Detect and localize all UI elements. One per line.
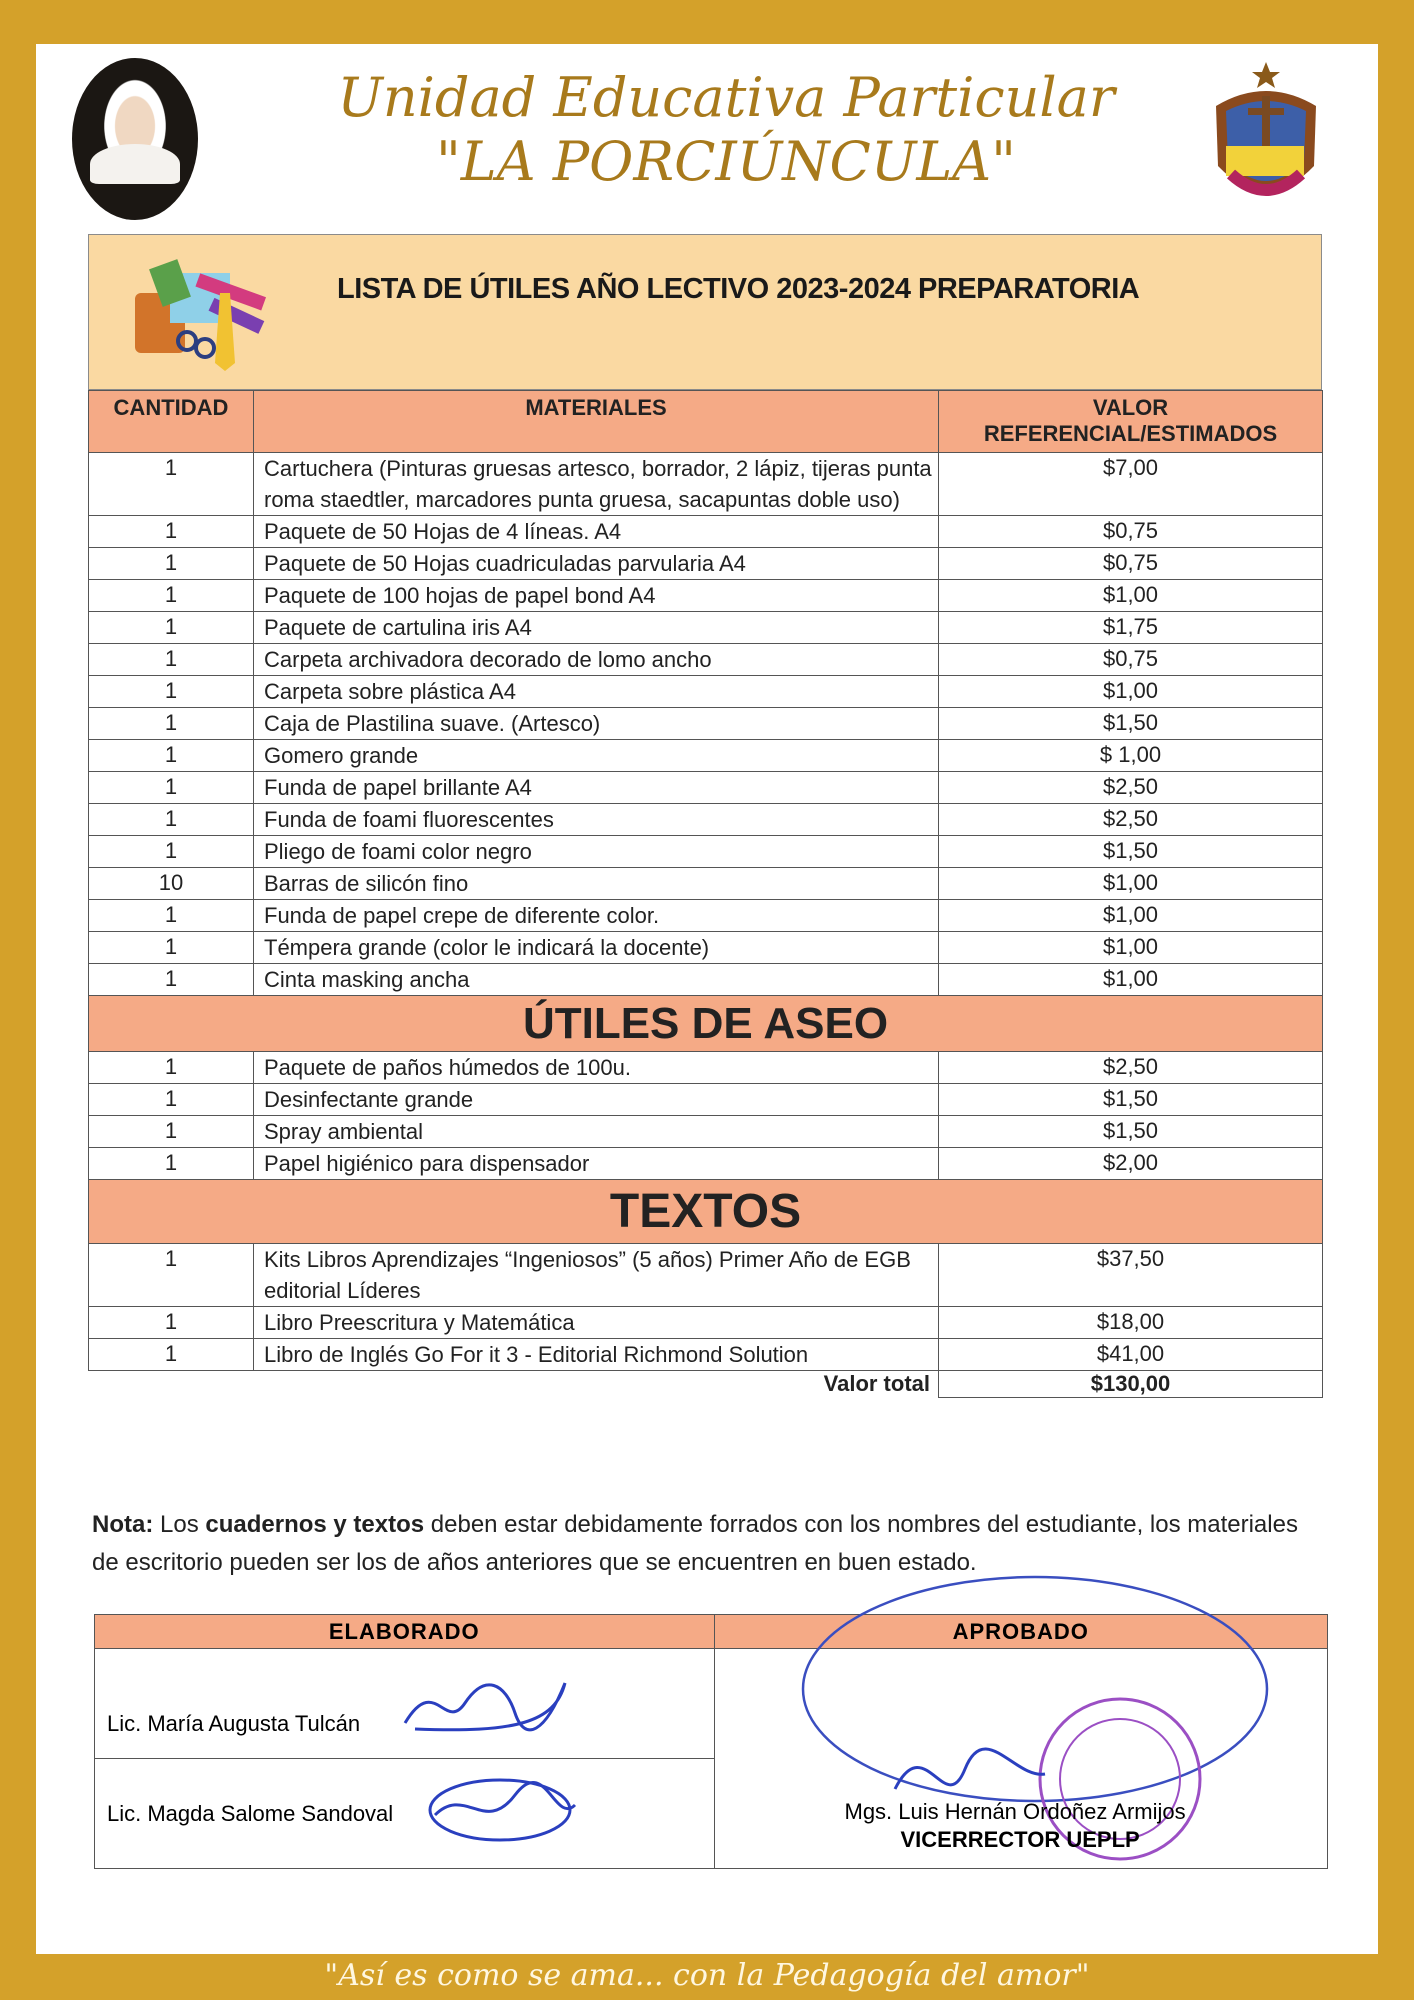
item-value: $0,75 <box>939 644 1323 676</box>
elaborado-1-cell <box>95 1649 715 1759</box>
table-row <box>89 708 1323 740</box>
item-description: Papel higiénico para dispensador <box>254 1148 939 1180</box>
footer-motto: "Así es como se ama... con la Pedagogía del amor" <box>324 1958 1090 1993</box>
item-description: Carpeta archivadora decorado de lomo ancho <box>254 644 939 676</box>
item-description: Caja de Plastilina suave. (Artesco) <box>254 708 939 740</box>
item-value: $1,00 <box>939 932 1323 964</box>
item-quantity: 1 <box>89 932 254 964</box>
item-value: $1,75 <box>939 612 1323 644</box>
item-value: $1,50 <box>939 1084 1323 1116</box>
note-text-1: Los <box>153 1511 206 1538</box>
table-row <box>89 580 1323 612</box>
table-row <box>89 900 1323 932</box>
item-quantity: 1 <box>89 772 254 804</box>
table-row <box>89 548 1323 580</box>
aprobado-cell <box>714 1649 1328 1869</box>
item-description: Carpeta sobre plástica A4 <box>254 676 939 708</box>
table-row <box>89 836 1323 868</box>
item-value: $18,00 <box>939 1307 1323 1339</box>
item-value: $1,00 <box>939 868 1323 900</box>
col-materials: MATERIALES <box>254 391 939 453</box>
item-description: Kits Libros Aprendizajes “Ingeniosos” (5 años) Primer Año de EGB editorial Líderes <box>254 1244 939 1307</box>
item-description: Desinfectante grande <box>254 1084 939 1116</box>
section-textos-row <box>89 1180 1323 1244</box>
signature-icon <box>395 1663 575 1743</box>
item-value: $1,00 <box>939 900 1323 932</box>
elaborado-1-name: Lic. María Augusta Tulcán <box>107 1710 361 1736</box>
table-row <box>89 868 1323 900</box>
list-header <box>88 234 1322 390</box>
item-quantity: 1 <box>89 900 254 932</box>
item-value: $2,50 <box>939 804 1323 836</box>
item-quantity: 1 <box>89 1339 254 1371</box>
item-description: Paquete de 50 Hojas de 4 líneas. A4 <box>254 516 939 548</box>
table-row <box>89 932 1323 964</box>
item-value: $1,00 <box>939 580 1323 612</box>
list-title: LISTA DE ÚTILES AÑO LECTIVO 2023-2024 PREPARATORIA <box>337 273 1140 305</box>
item-description: Paquete de cartulina iris A4 <box>254 612 939 644</box>
item-quantity: 1 <box>89 612 254 644</box>
school-supplies-clipart-icon <box>125 253 275 373</box>
total-row <box>89 1371 1323 1398</box>
table-row <box>89 453 1323 516</box>
item-description: Funda de papel brillante A4 <box>254 772 939 804</box>
item-value: $1,00 <box>939 964 1323 996</box>
item-description: Gomero grande <box>254 740 939 772</box>
item-value: $1,50 <box>939 836 1323 868</box>
item-value: $41,00 <box>939 1339 1323 1371</box>
item-description: Paquete de 100 hojas de papel bond A4 <box>254 580 939 612</box>
table-row <box>89 1339 1323 1371</box>
table-header-row <box>89 391 1323 453</box>
signature-icon <box>415 1765 585 1851</box>
note-label: Nota: <box>92 1511 154 1538</box>
table-row <box>89 644 1323 676</box>
item-description: Funda de foami fluorescentes <box>254 804 939 836</box>
table-row <box>89 516 1323 548</box>
table-row <box>89 1084 1323 1116</box>
item-value: $2,00 <box>939 1148 1323 1180</box>
table-row <box>89 772 1323 804</box>
item-quantity: 10 <box>89 868 254 900</box>
item-value: $1,50 <box>939 708 1323 740</box>
supplies-list <box>88 234 1322 1398</box>
table-row <box>89 1244 1323 1307</box>
note-text-2: deben estar debidamente forrados con los nombres del estudiante, los materiales de escritorio pueden ser los de años anteriores que se encuentren en buen estado. <box>92 1511 1298 1576</box>
item-quantity: 1 <box>89 1148 254 1180</box>
item-value: $7,00 <box>939 453 1323 516</box>
item-quantity: 1 <box>89 548 254 580</box>
item-quantity: 1 <box>89 1052 254 1084</box>
total-label: Valor total <box>823 1371 930 1397</box>
table-row <box>89 612 1323 644</box>
table-row <box>89 1116 1323 1148</box>
table-row <box>89 676 1323 708</box>
item-quantity: 1 <box>89 453 254 516</box>
school-crest-icon <box>1196 56 1336 226</box>
supplies-table <box>88 390 1323 1398</box>
item-value: $ 1,00 <box>939 740 1323 772</box>
elaborado-2-name: Lic. Magda Salome Sandoval <box>107 1800 394 1826</box>
item-quantity: 1 <box>89 580 254 612</box>
col-value-line1: VALOR <box>1092 395 1169 420</box>
item-description: Funda de papel crepe de diferente color. <box>254 900 939 932</box>
elaborado-header: ELABORADO <box>95 1615 715 1649</box>
item-quantity: 1 <box>89 1307 254 1339</box>
item-value: $1,00 <box>939 676 1323 708</box>
item-quantity: 1 <box>89 836 254 868</box>
item-value: $2,50 <box>939 772 1323 804</box>
item-quantity: 1 <box>89 964 254 996</box>
item-quantity: 1 <box>89 708 254 740</box>
nun-portrait-icon <box>72 58 198 220</box>
item-description: Paquete de paños húmedos de 100u. <box>254 1052 939 1084</box>
signatures-table <box>94 1614 1328 1869</box>
item-description: Barras de silicón fino <box>254 868 939 900</box>
col-value <box>939 391 1323 453</box>
item-description: Cinta masking ancha <box>254 964 939 996</box>
col-value-line2: REFERENCIAL/ESTIMADOS <box>983 421 1278 446</box>
item-quantity: 1 <box>89 644 254 676</box>
item-description: Libro de Inglés Go For it 3 - Editorial Richmond Solution <box>254 1339 939 1371</box>
section-aseo-title: ÚTILES DE ASEO <box>89 996 1323 1052</box>
section-aseo-row <box>89 996 1323 1052</box>
total-value: $130,00 <box>939 1371 1323 1398</box>
note-bold: cuadernos y textos <box>205 1511 425 1538</box>
table-row <box>89 740 1323 772</box>
school-title-line2: "LA PORCIÚNCULA" <box>435 130 1017 193</box>
table-row <box>89 804 1323 836</box>
item-description: Paquete de 50 Hojas cuadriculadas parvularia A4 <box>254 548 939 580</box>
item-value: $0,75 <box>939 516 1323 548</box>
item-quantity: 1 <box>89 1084 254 1116</box>
aprobado-header: APROBADO <box>714 1615 1328 1649</box>
table-row <box>89 1148 1323 1180</box>
item-description: Pliego de foami color negro <box>254 836 939 868</box>
table-row <box>89 964 1323 996</box>
item-quantity: 1 <box>89 804 254 836</box>
item-value: $0,75 <box>939 548 1323 580</box>
section-textos-title: TEXTOS <box>89 1180 1323 1244</box>
school-title <box>276 66 1176 194</box>
item-description: Cartuchera (Pinturas gruesas artesco, borrador, 2 lápiz, tijeras punta roma staedtler, marcadores punta gruesa, sacapuntas doble uso) <box>254 453 939 516</box>
item-value: $37,50 <box>939 1244 1323 1307</box>
table-row <box>89 1052 1323 1084</box>
table-row <box>89 1307 1323 1339</box>
item-description: Spray ambiental <box>254 1116 939 1148</box>
school-title-line1: Unidad Educativa Particular <box>337 66 1115 129</box>
item-quantity: 1 <box>89 740 254 772</box>
item-quantity: 1 <box>89 1244 254 1307</box>
item-quantity: 1 <box>89 676 254 708</box>
item-value: $1,50 <box>939 1116 1323 1148</box>
elaborado-2-cell <box>95 1759 715 1869</box>
item-quantity: 1 <box>89 516 254 548</box>
item-description: Témpera grande (color le indicará la docente) <box>254 932 939 964</box>
item-value: $2,50 <box>939 1052 1323 1084</box>
document-sheet <box>36 44 1378 1954</box>
item-quantity: 1 <box>89 1116 254 1148</box>
approver-name: Mgs. Luis Hernán Ordoñez Armijos <box>844 1799 1186 1824</box>
item-description: Libro Preescritura y Matemática <box>254 1307 939 1339</box>
col-quantity: CANTIDAD <box>89 391 254 453</box>
approver-role: VICERRECTOR UEPLP <box>900 1827 1140 1852</box>
